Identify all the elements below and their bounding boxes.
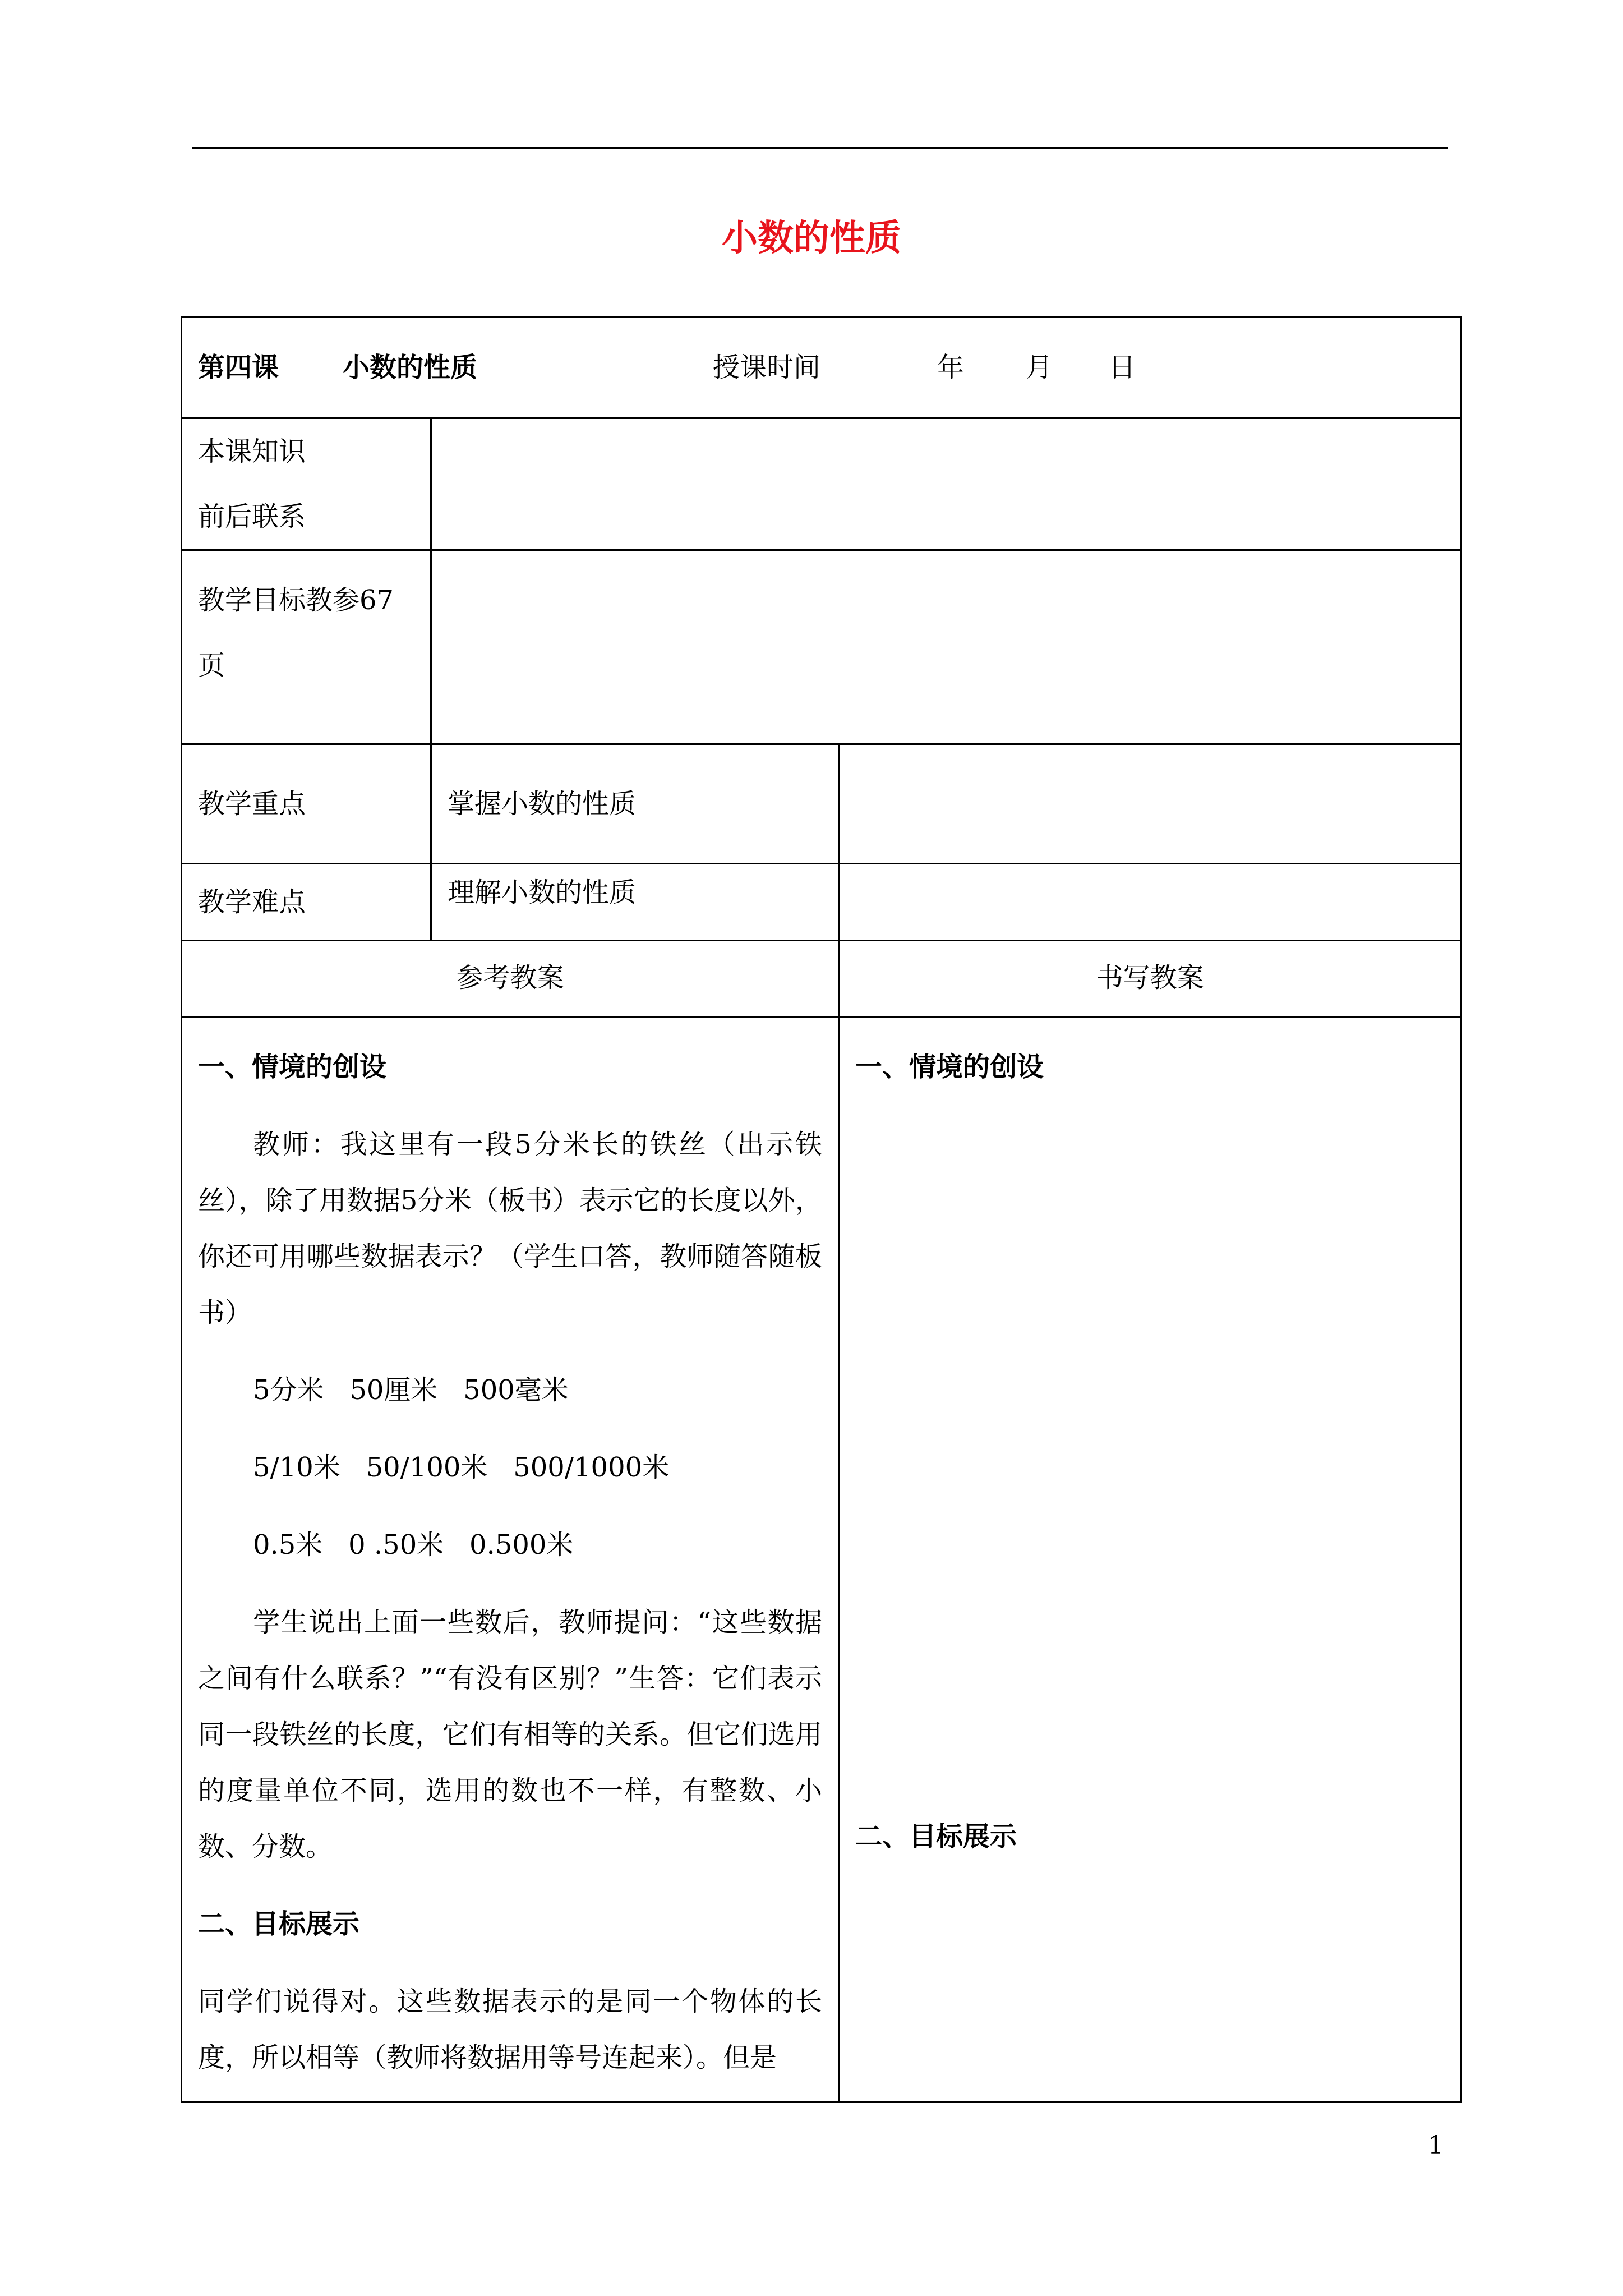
reference-paragraph-1: 教师：我这里有一段5分米长的铁丝（出示铁丝），除了用数据5分米（板书）表示它的长度以外，你还可用哪些数据表示？（学生口答，教师随答随板书） bbox=[198, 1129, 822, 1328]
month-label: 月 bbox=[1026, 352, 1053, 383]
day-label: 日 bbox=[1109, 352, 1136, 383]
reference-plan-header: 参考教案 bbox=[182, 941, 839, 1017]
knowledge-row bbox=[182, 418, 1461, 550]
plan-body-row bbox=[182, 1017, 1461, 2102]
reference-data-line-2: 5/10米 50/100米 500/1000米 bbox=[253, 1452, 670, 1483]
class-time-label: 授课时间 bbox=[713, 352, 821, 383]
reference-paragraph-2: 学生说出上面一些数后，教师提问：“这些数据之间有什么联系？”“有没有区别？”生答：它们表示同一段铁丝的长度，它们有相等的关系。但它们选用的度量单位不同，选用的数也不一样，有整数、小数、分数。 bbox=[198, 1607, 822, 1862]
writing-plan-content bbox=[840, 1018, 1460, 2078]
page-number: 1 bbox=[1428, 2131, 1444, 2160]
document-title: 小数的性质 bbox=[722, 217, 901, 259]
writing-plan-header: 书写教案 bbox=[839, 941, 1461, 1017]
header-rule bbox=[192, 147, 1448, 149]
year-label: 年 bbox=[937, 352, 965, 383]
difficulty-value: 理解小数的性质 bbox=[448, 877, 637, 908]
lesson-plan-table bbox=[181, 316, 1462, 2103]
reference-data-line-3: 0.5米 0 .50米 0.500米 bbox=[253, 1529, 574, 1561]
difficulty-label: 教学难点 bbox=[198, 886, 306, 918]
difficulty-row bbox=[182, 864, 1461, 941]
reference-section-1-title: 一、情境的创设 bbox=[198, 1051, 387, 1083]
difficulty-notes bbox=[840, 864, 1460, 896]
goals-value bbox=[432, 551, 1460, 582]
focus-notes bbox=[840, 745, 1460, 776]
writing-section-2-title: 二、目标展示 bbox=[855, 1821, 1017, 1852]
focus-row bbox=[182, 744, 1461, 864]
reference-section-2-title: 二、目标展示 bbox=[198, 1908, 360, 1940]
focus-label: 教学重点 bbox=[198, 788, 306, 820]
focus-value: 掌握小数的性质 bbox=[448, 788, 637, 820]
knowledge-label-line-2: 前后联系 bbox=[198, 501, 306, 532]
lesson-header-row bbox=[182, 317, 1461, 418]
writing-section-1-title: 一、情境的创设 bbox=[855, 1051, 1044, 1083]
reference-data-line-1: 5分米 50厘米 500毫米 bbox=[253, 1374, 569, 1406]
knowledge-label-line-1: 本课知识 bbox=[198, 436, 306, 467]
lesson-number: 第四课 bbox=[198, 352, 279, 383]
lesson-name: 小数的性质 bbox=[343, 352, 478, 383]
plan-header-row bbox=[182, 941, 1461, 1017]
goals-label: 教学目标教参67页 bbox=[198, 585, 394, 681]
knowledge-value bbox=[432, 419, 1460, 450]
goals-row bbox=[182, 550, 1461, 744]
reference-plan-content bbox=[182, 1018, 838, 2101]
reference-paragraph-3: 同学们说得对。这些数据表示的是同一个物体的长度，所以相等（教师将数据用等号连起来）。但是 bbox=[198, 1986, 822, 2073]
